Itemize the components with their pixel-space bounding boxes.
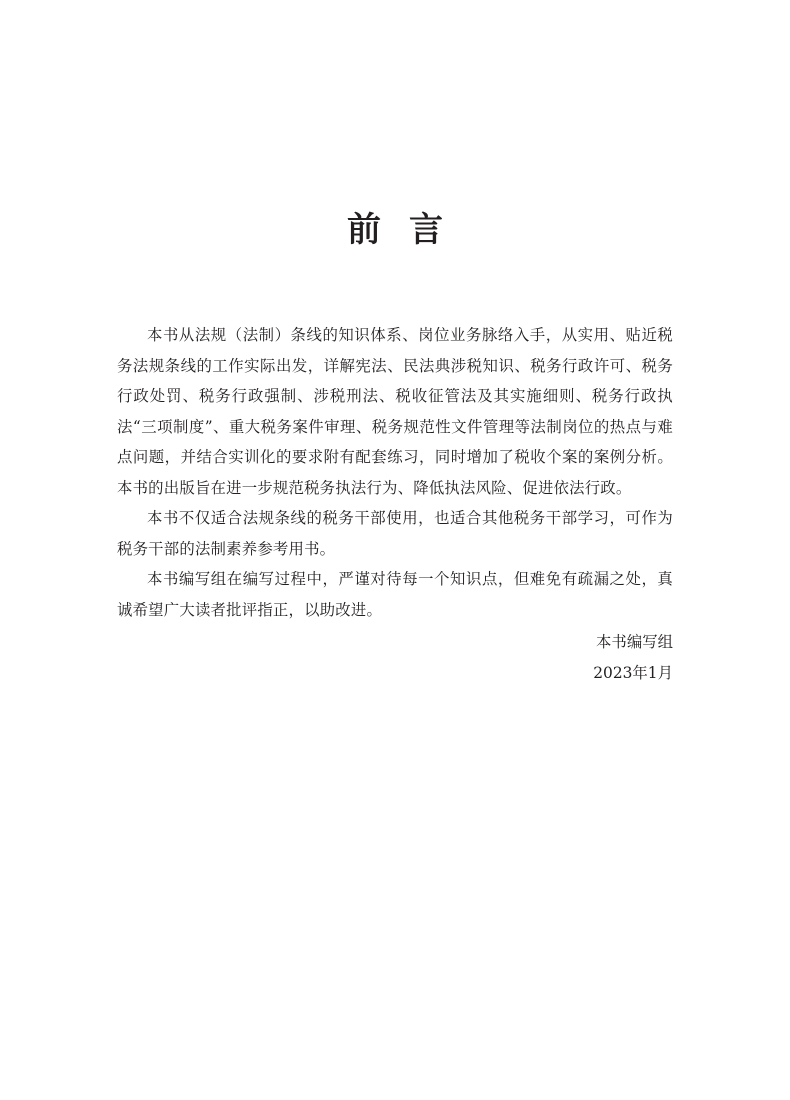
preface-body xyxy=(117,320,673,625)
signature-date: 2023年1月 xyxy=(593,664,673,682)
signature-author: 本书编写组 xyxy=(596,633,673,651)
paragraph-acknowledgement: 本书编写组在编写过程中，严谨对待每一个知识点，但难免有疏漏之处，真诚希望广大读者批评指正，以助改进。 xyxy=(117,570,673,619)
paragraph-audience: 本书不仅适合法规条线的税务干部使用，也适合其他税务干部学习，可作为税务干部的法制素养参考用书。 xyxy=(117,509,673,558)
paragraph-intro: 本书从法规（法制）条线的知识体系、岗位业务脉络入手，从实用、贴近税务法规条线的工作实际出发，详解宪法、民法典涉税知识、税务行政许可、税务行政处罚、税务行政强制、涉税刑法、税收征管法及其实施细则、税务行政执法“三项制度”、重大税务案件审理、税务规范性文件管理等法制岗位的热点与难点问题，并结合实训化的要求附有配套练习，同时增加了税收个案的案例分析。本书的出版旨在进一步规范税务执法行为、降低执法风险、促进依法行政。 xyxy=(117,326,673,497)
signature-block xyxy=(593,627,673,689)
page-title: 前言 xyxy=(347,210,471,250)
